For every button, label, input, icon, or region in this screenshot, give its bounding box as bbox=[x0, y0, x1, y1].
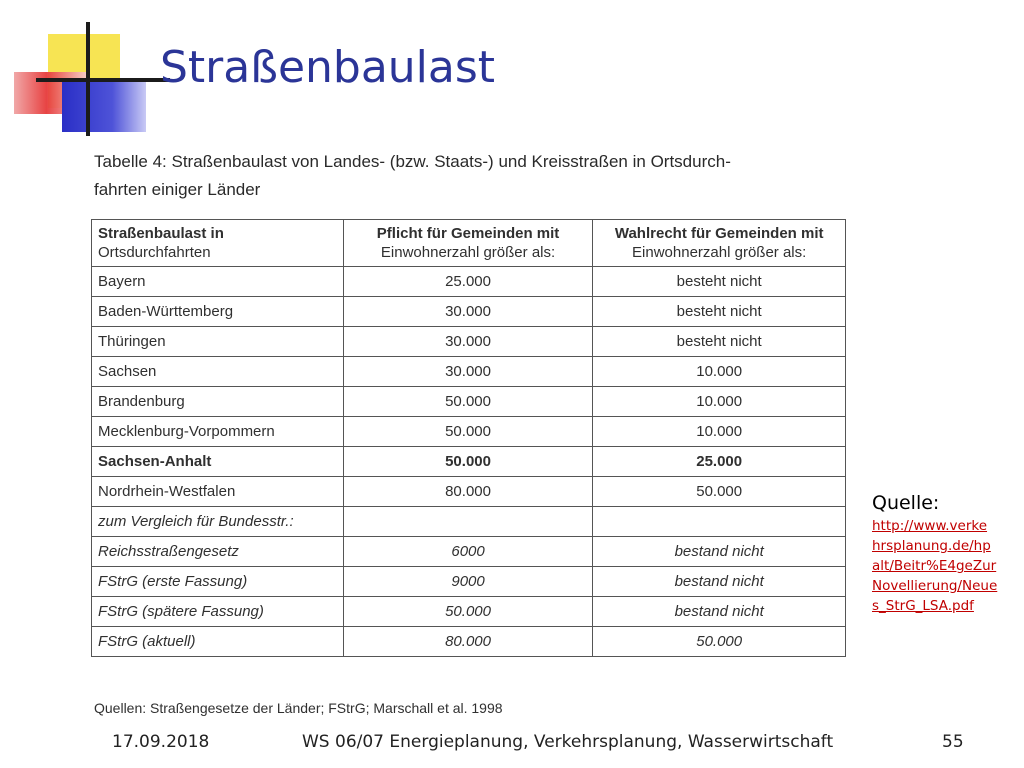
source-link-line: hrsplanung.de/hp bbox=[872, 538, 991, 554]
option-cell: besteht nicht bbox=[593, 297, 846, 327]
duty-cell: 50.000 bbox=[343, 447, 593, 477]
option-cell: bestand nicht bbox=[593, 537, 846, 567]
header-sub: Ortsdurchfahrten bbox=[98, 244, 211, 261]
duty-cell: 30.000 bbox=[343, 297, 593, 327]
header-bold: Wahlrecht für Gemeinden mit bbox=[614, 225, 824, 242]
state-cell: Sachsen-Anhalt bbox=[92, 447, 344, 477]
option-cell: bestand nicht bbox=[593, 567, 846, 597]
corner-logo bbox=[0, 0, 170, 140]
header-sub: Einwohnerzahl größer als: bbox=[632, 244, 807, 261]
table-row bbox=[92, 267, 846, 297]
logo-blue-square bbox=[62, 82, 146, 132]
source-box bbox=[872, 492, 1017, 616]
state-cell: Bayern bbox=[92, 267, 344, 297]
duty-cell: 9000 bbox=[343, 567, 593, 597]
table-row-comparison-heading bbox=[92, 507, 846, 537]
header-cell bbox=[92, 220, 344, 267]
source-link-line: alt/Beitr%E4geZur bbox=[872, 558, 997, 574]
law-cell: Reichsstraßengesetz bbox=[92, 537, 344, 567]
state-cell: Thüringen bbox=[92, 327, 344, 357]
comparison-label-cell: zum Vergleich für Bundesstr.: bbox=[92, 507, 344, 537]
header-cell bbox=[343, 220, 593, 267]
table-row bbox=[92, 357, 846, 387]
table-source-note: Quellen: Straßengesetze der Länder; FStrG; Marschall et al. 1998 bbox=[94, 700, 503, 716]
table-row bbox=[92, 297, 846, 327]
duty-cell: 50.000 bbox=[343, 417, 593, 447]
table-row bbox=[92, 327, 846, 357]
table-row bbox=[92, 537, 846, 567]
option-cell: 50.000 bbox=[593, 627, 846, 657]
law-cell: FStrG (spätere Fassung) bbox=[92, 597, 344, 627]
source-link[interactable] bbox=[872, 516, 1017, 616]
road-maintenance-table bbox=[91, 219, 846, 657]
duty-cell: 6000 bbox=[343, 537, 593, 567]
duty-cell: 80.000 bbox=[343, 477, 593, 507]
footer-page-number: 55 bbox=[942, 732, 964, 752]
slide-title: Straßenbaulast bbox=[160, 42, 496, 93]
table-row bbox=[92, 597, 846, 627]
table-row bbox=[92, 387, 846, 417]
option-cell: bestand nicht bbox=[593, 597, 846, 627]
duty-cell: 50.000 bbox=[343, 387, 593, 417]
duty-cell: 50.000 bbox=[343, 597, 593, 627]
option-cell: 10.000 bbox=[593, 387, 846, 417]
option-cell: 10.000 bbox=[593, 357, 846, 387]
duty-cell: 25.000 bbox=[343, 267, 593, 297]
logo-horizontal-line bbox=[36, 78, 170, 82]
law-cell: FStrG (erste Fassung) bbox=[92, 567, 344, 597]
option-cell: besteht nicht bbox=[593, 267, 846, 297]
caption-line-1: Tabelle 4: Straßenbaulast von Landes- (bzw. Staats-) und Kreisstraßen in Ortsdurch- bbox=[94, 152, 731, 171]
option-cell: besteht nicht bbox=[593, 327, 846, 357]
table-row bbox=[92, 477, 846, 507]
table-row bbox=[92, 417, 846, 447]
header-cell bbox=[593, 220, 846, 267]
law-cell: FStrG (aktuell) bbox=[92, 627, 344, 657]
option-cell: 10.000 bbox=[593, 417, 846, 447]
footer-date: 17.09.2018 bbox=[112, 732, 210, 752]
source-label: Quelle: bbox=[872, 492, 940, 514]
option-cell bbox=[593, 507, 846, 537]
source-link-line: http://www.verke bbox=[872, 518, 988, 534]
header-bold: Straßenbaulast in bbox=[98, 225, 224, 242]
table-header-row bbox=[92, 220, 846, 267]
state-cell: Mecklenburg-Vorpommern bbox=[92, 417, 344, 447]
duty-cell: 80.000 bbox=[343, 627, 593, 657]
table-row-highlighted bbox=[92, 447, 846, 477]
state-cell: Nordrhein-Westfalen bbox=[92, 477, 344, 507]
option-cell: 25.000 bbox=[593, 447, 846, 477]
table-caption bbox=[94, 148, 834, 204]
state-cell: Brandenburg bbox=[92, 387, 344, 417]
table-row bbox=[92, 567, 846, 597]
duty-cell: 30.000 bbox=[343, 327, 593, 357]
option-cell: 50.000 bbox=[593, 477, 846, 507]
table-row bbox=[92, 627, 846, 657]
header-sub: Einwohnerzahl größer als: bbox=[380, 244, 556, 261]
state-cell: Sachsen bbox=[92, 357, 344, 387]
duty-cell bbox=[343, 507, 593, 537]
footer-course-title: WS 06/07 Energieplanung, Verkehrsplanung, Wasserwirtschaft bbox=[302, 732, 834, 752]
header-bold: Pflicht für Gemeinden mit bbox=[376, 225, 560, 242]
duty-cell: 30.000 bbox=[343, 357, 593, 387]
source-link-line: Novellierung/Neue bbox=[872, 578, 998, 594]
state-cell: Baden-Württemberg bbox=[92, 297, 344, 327]
caption-line-2: fahrten einiger Länder bbox=[94, 180, 261, 199]
source-link-line: s_StrG_LSA.pdf bbox=[872, 598, 974, 614]
